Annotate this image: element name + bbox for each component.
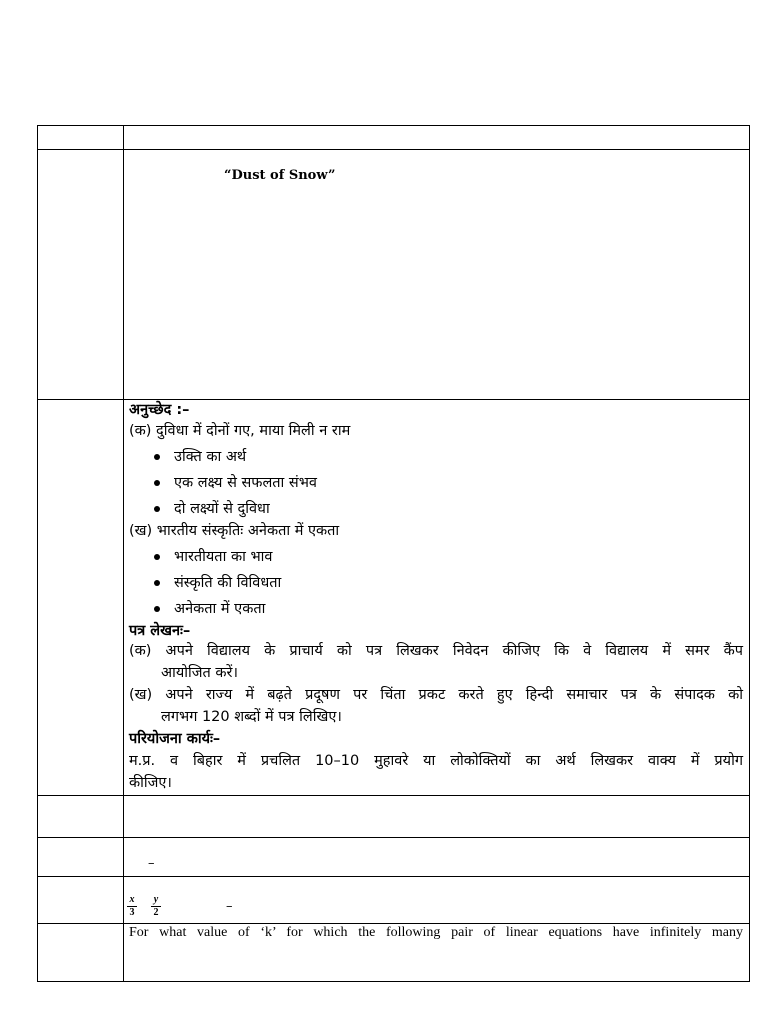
point-ka-2: एक लक्ष्य से सफलता संभव	[174, 475, 317, 491]
patra-heading: पत्र लेखनः–	[129, 623, 191, 639]
math-dash: –	[148, 856, 155, 871]
anuchhed-topic-ka: (क) दुविधा में दोनों गए, माया मिली न राम	[129, 423, 351, 439]
point-ka-3: दो लक्ष्यों से दुविधा	[174, 501, 270, 517]
row-divider	[37, 837, 750, 838]
math-dash: –	[226, 899, 233, 914]
bullet-icon	[154, 606, 160, 612]
row-divider	[37, 923, 750, 924]
row-divider	[37, 149, 750, 150]
table-frame	[37, 125, 750, 982]
pariyojana-heading: परियोजना कार्यः–	[129, 731, 221, 747]
fraction-x-over-3	[127, 895, 137, 918]
row-divider	[37, 399, 750, 400]
row-divider	[37, 795, 750, 796]
bullet-icon	[154, 580, 160, 586]
point-kha-2: संस्कृति की विविधता	[174, 575, 282, 591]
fraction-numerator: x	[129, 894, 135, 905]
anuchhed-topic-kha: (ख) भारतीय संस्कृतिः अनेकता में एकता	[129, 523, 340, 539]
patra-kha-line1: (ख) अपने राज्य में बढ़ते प्रदूषण पर चिंता प्रकट करते हुए हिन्दी समाचार पत्र के संपादक को	[129, 687, 743, 703]
fraction-numerator: y	[153, 894, 159, 905]
patra-kha-line2: लगभग 120 शब्दों में पत्र लिखिए।	[161, 709, 342, 725]
bullet-icon	[154, 554, 160, 560]
bullet-icon	[154, 506, 160, 512]
point-ka-1: उक्ति का अर्थ	[174, 449, 247, 465]
question-text: For what value of ‘k’ for which the following pair of linear equations have infinitely many	[129, 925, 743, 940]
anuchhed-heading: अनुच्छेद :–	[129, 402, 190, 418]
pariyojana-line2: कीजिए।	[129, 775, 172, 791]
patra-ka-line1: (क) अपने विद्यालय के प्राचार्य को पत्र लिखकर निवेदन कीजिए कि वे विद्यालय में समर कैंप	[129, 643, 743, 659]
bullet-icon	[154, 480, 160, 486]
bullet-icon	[154, 454, 160, 460]
point-kha-3: अनेकता में एकता	[174, 601, 266, 617]
patra-ka-line2: आयोजित करें।	[161, 665, 238, 681]
column-divider	[123, 125, 124, 981]
fraction-y-over-2	[151, 895, 161, 918]
pariyojana-line1: म.प्र. व बिहार में प्रचलित 10–10 मुहावरे या लोकोक्तियों का अर्थ लिखकर वाक्य में प्रयोग	[129, 753, 743, 769]
point-kha-1: भारतीयता का भाव	[174, 549, 273, 565]
row-divider	[37, 876, 750, 877]
poem-title: “Dust of Snow”	[224, 168, 336, 183]
fraction-denominator: 3	[129, 907, 135, 918]
fraction-denominator: 2	[153, 907, 159, 918]
